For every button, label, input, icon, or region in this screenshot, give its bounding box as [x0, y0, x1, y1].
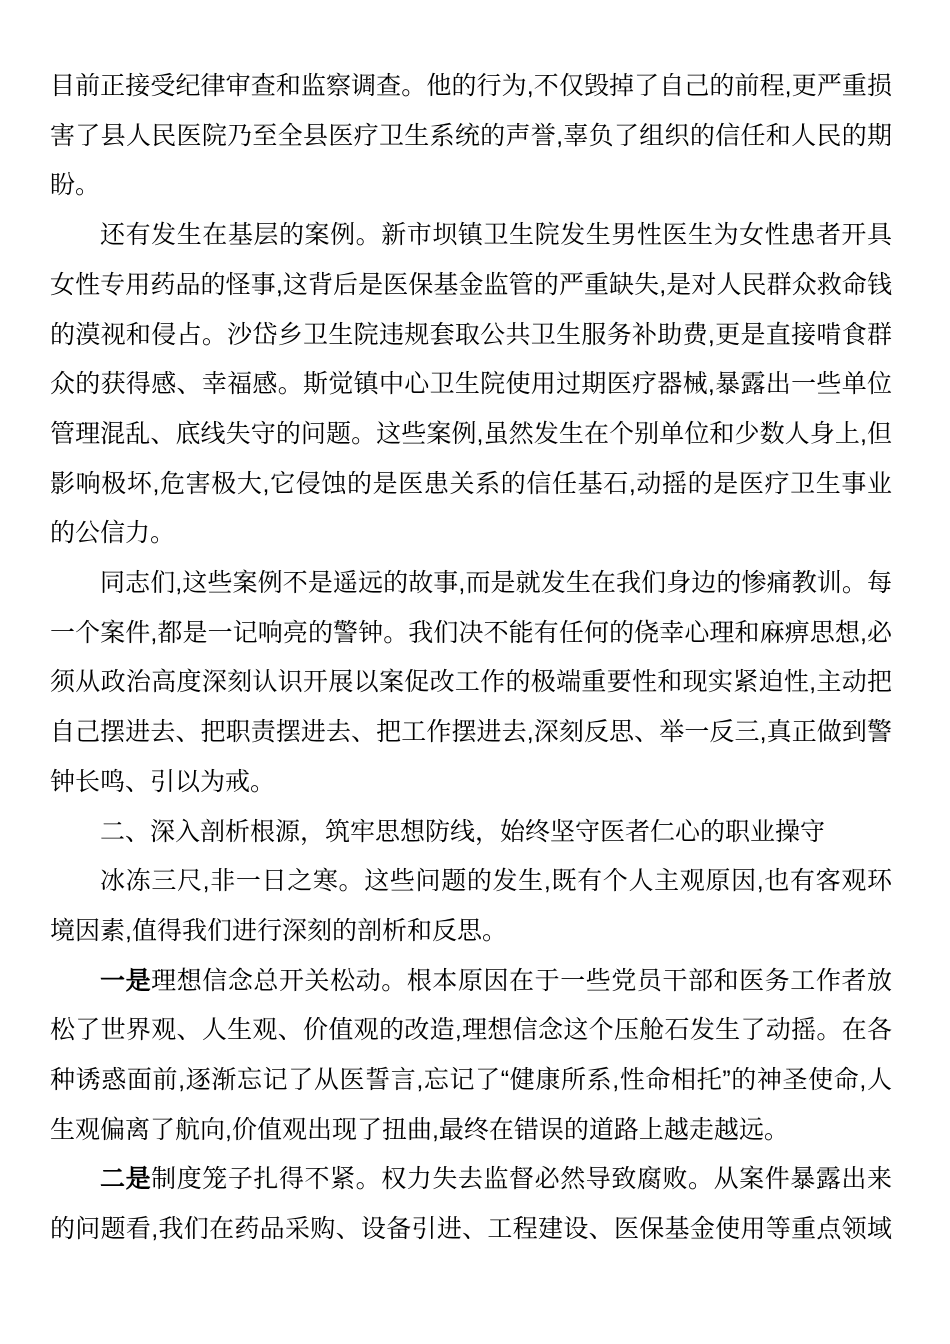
section-heading-text: 二、深入剖析根源，筑牢思想防线，始终坚守医者仁心的职业操守: [100, 817, 826, 846]
paragraph: [50, 857, 892, 956]
paragraph-text: 制度笼子扎得不紧。权力失去监督必然导致腐败。从案件暴露出来的问题看,我们在药品采购、设备引进、工程建设、医保基金使用等重点领域: [50, 1165, 892, 1244]
paragraph: [50, 1155, 892, 1254]
paragraph-text: 冰冻三尺,非一日之寒。这些问题的发生,既有个人主观原因,也有客观环境因素,值得我们进行深刻的剖析和反思。: [50, 867, 892, 945]
paragraph: [50, 957, 892, 1156]
paragraph-lead-in: 二是: [100, 1165, 152, 1194]
paragraph: [50, 211, 892, 559]
paragraph: [50, 62, 892, 211]
paragraph-text: 还有发生在基层的案例。新市坝镇卫生院发生男性医生为女性患者开具女性专用药品的怪事,这背后是医保基金监管的严重缺失,是对人民群众救命钱的漠视和侵占。沙岱乡卫生院违规套取公共卫生服务补助费,更是直接啃食群众的获得感、幸福感。斯觉镇中心卫生院使用过期医疗器械,暴露出一些单位管理混乱、底线失守的问题。这些案例,虽然发生在个别单位和少数人身上,但影响极坏,危害极大,它侵蚀的是医患关系的信任基石,动摇的是医疗卫生事业的公信力。: [50, 221, 892, 548]
paragraph: [50, 559, 892, 808]
section-heading: [50, 808, 892, 858]
paragraph-text: 目前正接受纪律审查和监察调查。他的行为,不仅毁掉了自己的前程,更严重损害了县人民医院乃至全县医疗卫生系统的声誉,辜负了组织的信任和人民的期盼。: [50, 72, 892, 200]
paragraph-lead-in: 一是: [100, 966, 152, 995]
paragraph-text: 同志们,这些案例不是遥远的故事,而是就发生在我们身边的惨痛教训。每一个案件,都是一记响亮的警钟。我们决不能有任何的侥幸心理和麻痹思想,必须从政治高度深刻认识开展以案促改工作的极端重要性和现实紧迫性,主动把自己摆进去、把职责摆进去、把工作摆进去,深刻反思、举一反三,真正做到警钟长鸣、引以为戒。: [50, 569, 892, 796]
paragraph-text: 理想信念总开关松动。根本原因在于一些党员干部和医务工作者放松了世界观、人生观、价值观的改造,理想信念这个压舱石发生了动摇。在各种诱惑面前,逐渐忘记了从医誓言,忘记了“健康所系,性命相托”的神圣使命,人生观偏离了航向,价值观出现了扭曲,最终在错误的道路上越走越远。: [50, 966, 892, 1144]
